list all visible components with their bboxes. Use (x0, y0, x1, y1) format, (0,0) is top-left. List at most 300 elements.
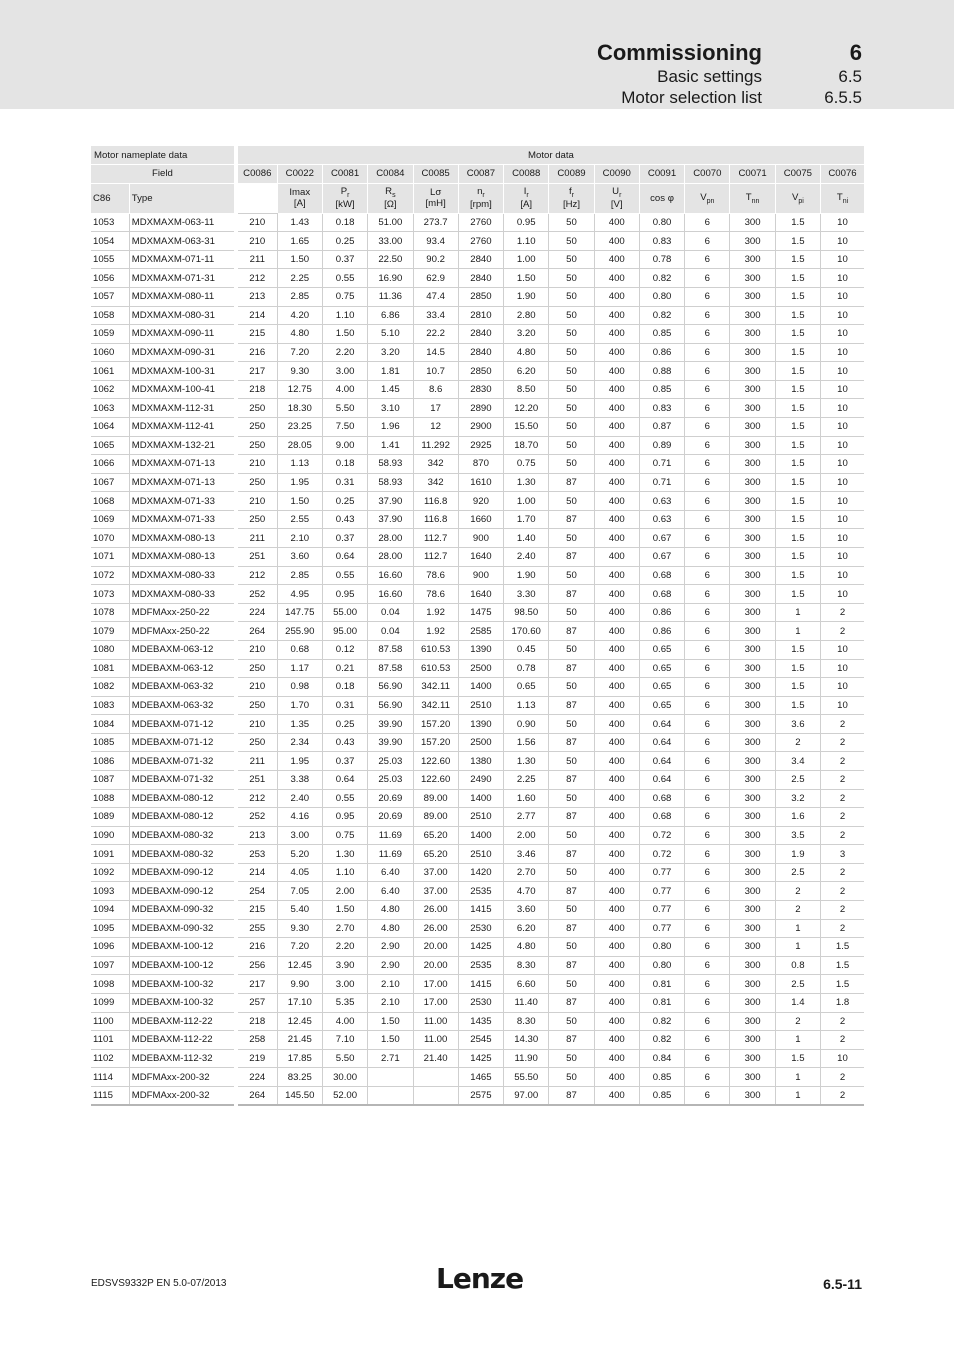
table-cell: 6 (685, 343, 730, 362)
table-cell: 28.00 (368, 548, 413, 567)
table-row (91, 232, 864, 251)
table-cell: 2 (775, 1012, 820, 1031)
motor-data-group-header: Motor data (236, 146, 864, 165)
table-cell: 8.6 (413, 380, 458, 399)
table-cell: 12.20 (504, 399, 549, 418)
table-cell: 0.85 (639, 380, 684, 399)
table-row (91, 1031, 864, 1050)
table-cell: 2.00 (504, 826, 549, 845)
table-cell: 25.03 (368, 752, 413, 771)
symbol-header-3: $R_s$ [Ω] (368, 183, 413, 213)
table-cell: 50 (549, 362, 594, 381)
table-cell: 2 (821, 789, 864, 808)
motor-selection-table (91, 146, 864, 1106)
table-cell: MDXMAXM-071-33 (129, 492, 236, 511)
table-cell: 1.5 (775, 678, 820, 697)
table-cell: 2 (775, 882, 820, 901)
table-cell: MDFMAxx-250-22 (129, 603, 236, 622)
table-cell: MDXMAXM-100-31 (129, 362, 236, 381)
table-cell: 2.5 (775, 975, 820, 994)
table-cell: 5.50 (322, 1049, 367, 1068)
table-cell: 2.70 (322, 919, 367, 938)
table-cell: 251 (236, 771, 277, 790)
table-cell: 8.50 (504, 380, 549, 399)
lenze-logo: Lenze (436, 1262, 524, 1295)
table-cell: 250 (236, 510, 277, 529)
table-cell: 219 (236, 1049, 277, 1068)
table-cell: 50 (549, 789, 594, 808)
table-cell: 11.00 (413, 1031, 458, 1050)
table-cell: 254 (236, 882, 277, 901)
table-cell: 0.90 (504, 715, 549, 734)
table-cell: 1390 (458, 715, 503, 734)
table-cell: 56.90 (368, 696, 413, 715)
table-cell: 1.5 (775, 510, 820, 529)
table-cell: MDEBAXM-071-12 (129, 715, 236, 734)
table-cell: 6 (685, 529, 730, 548)
table-cell: 0.18 (322, 213, 367, 232)
table-cell: 2.5 (775, 771, 820, 790)
table-cell: 1082 (91, 678, 129, 697)
table-cell: 2.71 (368, 1049, 413, 1068)
table-cell: 6 (685, 510, 730, 529)
table-cell: 300 (730, 548, 775, 567)
table-cell: 50 (549, 287, 594, 306)
table-cell: 65.20 (413, 845, 458, 864)
table-cell: 1086 (91, 752, 129, 771)
table-cell: 17.00 (413, 993, 458, 1012)
table-cell: 2585 (458, 622, 503, 641)
table-cell: 1084 (91, 715, 129, 734)
table-cell: 250 (236, 659, 277, 678)
table-cell: 2.00 (322, 882, 367, 901)
table-cell: 2 (821, 771, 864, 790)
table-cell: 97.00 (504, 1086, 549, 1105)
table-cell: 2530 (458, 919, 503, 938)
table-cell: 1425 (458, 938, 503, 957)
table-cell: 1098 (91, 975, 129, 994)
table-cell: 12 (413, 418, 458, 437)
table-cell: 1 (775, 919, 820, 938)
table-cell: 300 (730, 380, 775, 399)
table-row (91, 492, 864, 511)
table-cell: 400 (594, 696, 639, 715)
table-cell: 2 (821, 1068, 864, 1087)
table-cell: 3 (821, 845, 864, 864)
table-cell: 217 (236, 975, 277, 994)
table-cell: 0.68 (639, 585, 684, 604)
table-cell: 26.00 (413, 901, 458, 920)
table-cell: 1.30 (504, 473, 549, 492)
table-cell: 1.65 (277, 232, 322, 251)
code-header-c0089: C0089 (549, 165, 594, 184)
table-cell: 1475 (458, 603, 503, 622)
table-cell: 9.00 (322, 436, 367, 455)
table-cell: 6 (685, 1068, 730, 1087)
table-cell: 87.58 (368, 640, 413, 659)
table-cell: 87.58 (368, 659, 413, 678)
table-cell: 400 (594, 808, 639, 827)
table-cell: 6 (685, 863, 730, 882)
table-cell: 0.72 (639, 826, 684, 845)
table-row (91, 752, 864, 771)
table-cell: 0.80 (639, 213, 684, 232)
table-cell: 255.90 (277, 622, 322, 641)
code-header-c0022: C0022 (277, 165, 322, 184)
table-cell: 50 (549, 752, 594, 771)
table-row (91, 1049, 864, 1068)
code-header-c0084: C0084 (368, 165, 413, 184)
table-cell: 4.80 (277, 325, 322, 344)
table-cell: 87 (549, 808, 594, 827)
table-cell: 215 (236, 325, 277, 344)
code-header-c0085: C0085 (413, 165, 458, 184)
table-cell: 1435 (458, 1012, 503, 1031)
table-cell: MDXMAXM-080-31 (129, 306, 236, 325)
c0086-symbol-blank (236, 183, 277, 213)
table-cell: 300 (730, 1031, 775, 1050)
table-cell: 116.8 (413, 492, 458, 511)
table-cell: 2850 (458, 362, 503, 381)
table-cell: 87 (549, 585, 594, 604)
table-cell: 10 (821, 362, 864, 381)
table-cell: 300 (730, 1049, 775, 1068)
table-cell: 400 (594, 492, 639, 511)
table-cell: 0.80 (639, 956, 684, 975)
table-cell: 0.75 (322, 287, 367, 306)
table-cell: MDEBAXM-090-32 (129, 901, 236, 920)
table-cell: 0.72 (639, 845, 684, 864)
table-cell: 6.20 (504, 362, 549, 381)
table-row (91, 919, 864, 938)
table-cell: 2810 (458, 306, 503, 325)
table-cell: 1.5 (775, 232, 820, 251)
table-cell: 400 (594, 566, 639, 585)
table-cell: 250 (236, 473, 277, 492)
table-cell: 224 (236, 603, 277, 622)
table-cell: 170.60 (504, 622, 549, 641)
table-cell: 4.80 (368, 919, 413, 938)
table-row (91, 306, 864, 325)
table-cell: 218 (236, 1012, 277, 1031)
table-cell: 0.37 (322, 752, 367, 771)
table-row (91, 715, 864, 734)
table-cell: 1420 (458, 863, 503, 882)
table-cell: 11.69 (368, 845, 413, 864)
table-cell: 400 (594, 213, 639, 232)
table-cell: 0.82 (639, 269, 684, 288)
table-cell: 2925 (458, 436, 503, 455)
table-cell: 112.7 (413, 548, 458, 567)
table-cell: 10 (821, 250, 864, 269)
table-cell: 1400 (458, 826, 503, 845)
table-cell: 39.90 (368, 733, 413, 752)
table-cell: 1060 (91, 343, 129, 362)
table-cell: 1.50 (277, 250, 322, 269)
table-cell: 51.00 (368, 213, 413, 232)
table-cell: 1.8 (821, 993, 864, 1012)
table-cell: 8.30 (504, 956, 549, 975)
table-cell: 10.7 (413, 362, 458, 381)
table-cell: 0.31 (322, 696, 367, 715)
c86-header: C86 (91, 183, 129, 213)
table-cell: 0.87 (639, 418, 684, 437)
table-cell: 3.60 (504, 901, 549, 920)
table-cell: 6 (685, 622, 730, 641)
table-cell: 26.00 (413, 919, 458, 938)
table-cell: 250 (236, 399, 277, 418)
table-cell: 1101 (91, 1031, 129, 1050)
table-cell: 214 (236, 863, 277, 882)
table-cell: 112.7 (413, 529, 458, 548)
table-cell: 1.35 (277, 715, 322, 734)
table-cell: 0.83 (639, 232, 684, 251)
table-cell: 9.30 (277, 362, 322, 381)
table-cell: 2.10 (368, 993, 413, 1012)
table-cell: 210 (236, 492, 277, 511)
table-cell: 2 (821, 919, 864, 938)
table-cell: 1.10 (504, 232, 549, 251)
table-cell: 258 (236, 1031, 277, 1050)
table-cell: MDEBAXM-080-12 (129, 808, 236, 827)
table-cell: 0.18 (322, 455, 367, 474)
table-cell: 6 (685, 250, 730, 269)
table-cell: 213 (236, 826, 277, 845)
table-cell: 6 (685, 659, 730, 678)
table-cell: 5.10 (368, 325, 413, 344)
table-cell: 0.80 (639, 287, 684, 306)
table-cell: 37.90 (368, 492, 413, 511)
table-cell: 2 (821, 752, 864, 771)
table-cell: MDEBAXM-071-32 (129, 752, 236, 771)
table-cell: 210 (236, 715, 277, 734)
table-cell: 10 (821, 287, 864, 306)
table-cell: 6 (685, 566, 730, 585)
table-cell: 2850 (458, 287, 503, 306)
table-cell: 300 (730, 826, 775, 845)
table-cell: 6 (685, 678, 730, 697)
table-cell: 0.43 (322, 510, 367, 529)
table-cell: 87 (549, 659, 594, 678)
table-cell: 25.03 (368, 771, 413, 790)
table-cell: 0.12 (322, 640, 367, 659)
table-cell: 1.50 (368, 1031, 413, 1050)
table-cell: 6 (685, 232, 730, 251)
table-cell: 0.65 (639, 659, 684, 678)
table-cell: 400 (594, 362, 639, 381)
code-header-c0091: C0091 (639, 165, 684, 184)
table-cell: 2 (775, 901, 820, 920)
table-cell: 95.00 (322, 622, 367, 641)
table-cell: MDEBAXM-112-22 (129, 1031, 236, 1050)
table-cell: 2760 (458, 213, 503, 232)
table-cell: 0.65 (639, 640, 684, 659)
table-cell: 1.95 (277, 473, 322, 492)
table-cell: 2830 (458, 380, 503, 399)
table-cell: 300 (730, 640, 775, 659)
table-row (91, 548, 864, 567)
table-cell: 87 (549, 1031, 594, 1050)
table-cell: 211 (236, 529, 277, 548)
table-cell: 0.78 (504, 659, 549, 678)
table-cell: 2500 (458, 733, 503, 752)
table-row (91, 808, 864, 827)
table-cell: 1062 (91, 380, 129, 399)
table-cell: 17.00 (413, 975, 458, 994)
table-cell: 145.50 (277, 1086, 322, 1105)
table-row (91, 640, 864, 659)
table-cell: 2 (821, 901, 864, 920)
table-cell: 87 (549, 845, 594, 864)
table-cell: MDEBAXM-063-32 (129, 696, 236, 715)
table-cell: 2 (821, 826, 864, 845)
table-cell: 400 (594, 678, 639, 697)
table-cell: 253 (236, 845, 277, 864)
table-cell: 300 (730, 325, 775, 344)
table-cell: 216 (236, 938, 277, 957)
table-cell: 2840 (458, 250, 503, 269)
page-header (0, 0, 954, 109)
chapter-number: 6 (849, 40, 862, 65)
table-cell: 610.53 (413, 640, 458, 659)
table-cell: 2.90 (368, 956, 413, 975)
table-cell: 2.25 (277, 269, 322, 288)
table-cell: 4.80 (368, 901, 413, 920)
table-cell: 6 (685, 715, 730, 734)
table-cell: 1.5 (821, 975, 864, 994)
table-cell: 300 (730, 715, 775, 734)
table-cell: 300 (730, 232, 775, 251)
table-cell: 1.5 (775, 659, 820, 678)
code-header-c0087: C0087 (458, 165, 503, 184)
table-cell: MDXMAXM-080-11 (129, 287, 236, 306)
table-cell: 3.38 (277, 771, 322, 790)
table-cell: 50 (549, 343, 594, 362)
table-cell: 1.5 (775, 696, 820, 715)
table-cell: 6 (685, 473, 730, 492)
table-cell: 300 (730, 362, 775, 381)
table-cell: 1.5 (775, 436, 820, 455)
table-cell: 116.8 (413, 510, 458, 529)
table-cell: 400 (594, 993, 639, 1012)
table-cell: 0.65 (504, 678, 549, 697)
table-cell: 6 (685, 808, 730, 827)
table-cell: 87 (549, 993, 594, 1012)
table-cell: 50 (549, 826, 594, 845)
table-cell: 62.9 (413, 269, 458, 288)
table-cell: MDEBAXM-080-32 (129, 845, 236, 864)
table-cell: 0.55 (322, 789, 367, 808)
table-cell: 400 (594, 771, 639, 790)
table-cell: 300 (730, 659, 775, 678)
code-header-c0081: C0081 (322, 165, 367, 184)
table-cell: 37.00 (413, 882, 458, 901)
table-cell: MDEBAXM-090-12 (129, 882, 236, 901)
table-row (91, 659, 864, 678)
table-cell: 11.00 (413, 1012, 458, 1031)
table-cell: 1 (775, 938, 820, 957)
table-cell: 10 (821, 659, 864, 678)
table-cell: 217 (236, 362, 277, 381)
table-cell: 2.34 (277, 733, 322, 752)
table-cell (368, 1068, 413, 1087)
table-cell: 87 (549, 1086, 594, 1105)
table-cell: 2510 (458, 845, 503, 864)
table-cell: 342.11 (413, 696, 458, 715)
table-cell: 342.11 (413, 678, 458, 697)
table-row (91, 455, 864, 474)
table-cell: 0.65 (639, 678, 684, 697)
table-cell: MDXMAXM-063-11 (129, 213, 236, 232)
table-cell: 6 (685, 436, 730, 455)
table-cell: 6 (685, 213, 730, 232)
table-row (91, 975, 864, 994)
table-cell: 147.75 (277, 603, 322, 622)
table-cell: 2760 (458, 232, 503, 251)
table-row (91, 269, 864, 288)
table-cell: 1071 (91, 548, 129, 567)
table-cell: 1081 (91, 659, 129, 678)
table-cell: 0.37 (322, 529, 367, 548)
table-cell: 400 (594, 640, 639, 659)
table-cell: 300 (730, 418, 775, 437)
table-cell: 400 (594, 548, 639, 567)
document-code: EDSVS9332P EN 5.0-07/2013 (91, 1278, 227, 1289)
table-cell: 4.00 (322, 1012, 367, 1031)
table-cell: 16.60 (368, 566, 413, 585)
table-cell: 0.25 (322, 715, 367, 734)
table-cell: 6.86 (368, 306, 413, 325)
table-row (91, 845, 864, 864)
table-row (91, 789, 864, 808)
table-cell: 1390 (458, 640, 503, 659)
symbol-header-6: $I_r$ [A] (504, 183, 549, 213)
table-row (91, 882, 864, 901)
table-cell: 18.70 (504, 436, 549, 455)
table-cell: 3.90 (322, 956, 367, 975)
table-cell: MDXMAXM-080-13 (129, 548, 236, 567)
table-cell: 300 (730, 436, 775, 455)
table-cell: 87 (549, 733, 594, 752)
code-header-c0070: C0070 (685, 165, 730, 184)
table-cell: 11.69 (368, 826, 413, 845)
table-cell: 1088 (91, 789, 129, 808)
table-cell: 6 (685, 1012, 730, 1031)
table-cell: 3.5 (775, 826, 820, 845)
table-cell: 1.4 (775, 993, 820, 1012)
table-cell: 212 (236, 269, 277, 288)
table-cell: MDEBAXM-100-12 (129, 956, 236, 975)
table-cell: 1102 (91, 1049, 129, 1068)
table-cell: 1640 (458, 585, 503, 604)
table-cell: 89.00 (413, 789, 458, 808)
table-cell (368, 1086, 413, 1105)
table-cell: 1091 (91, 845, 129, 864)
table-cell: 300 (730, 455, 775, 474)
table-cell: 87 (549, 771, 594, 790)
table-cell: 400 (594, 1086, 639, 1105)
table-cell: 1610 (458, 473, 503, 492)
table-cell: 6 (685, 1086, 730, 1105)
code-header-c0088: C0088 (504, 165, 549, 184)
table-cell: 0.45 (504, 640, 549, 659)
table-cell: 50 (549, 1012, 594, 1031)
table-cell: 10 (821, 1049, 864, 1068)
table-cell: 400 (594, 919, 639, 938)
symbol-header-11: $T_{nn}$ (730, 183, 775, 213)
table-cell: 6 (685, 993, 730, 1012)
table-row (91, 473, 864, 492)
